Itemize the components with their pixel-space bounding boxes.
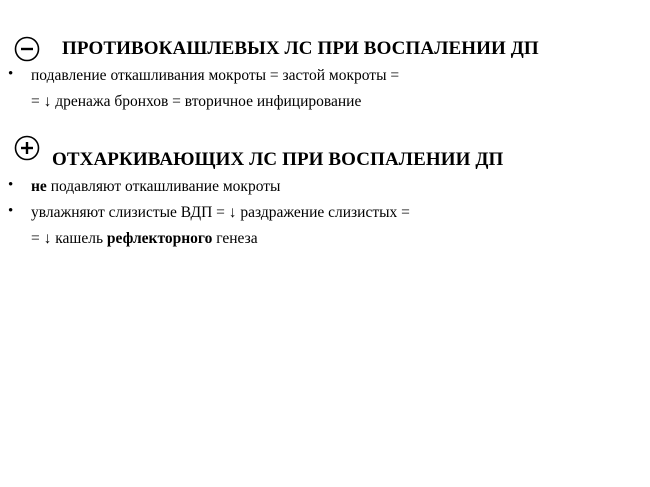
bullet: •	[8, 177, 14, 193]
bullet: •	[8, 66, 14, 82]
expectorant-item-1	[31, 177, 280, 197]
heading-row-antitussive	[14, 34, 539, 64]
continuation-prefix: = ↓ кашель	[31, 230, 107, 247]
bullet: •	[8, 203, 14, 219]
continuation-suffix: генеза	[212, 230, 258, 247]
emphasis-reflex: рефлекторного	[106, 230, 213, 247]
heading-row-expectorant	[14, 133, 504, 170]
emphasis-not: не	[31, 178, 47, 195]
expectorant-item-1-text: подавляют откашливание мокроты	[46, 178, 281, 195]
antitussive-line-1: подавление откашливания мокроты = застой мокроты =	[31, 67, 400, 84]
expectorant-item-2: увлажняют слизистые ВДП = ↓ раздражение слизистых =	[31, 204, 410, 221]
expectorant-item-2-continuation	[31, 229, 258, 249]
antitussive-line-2: = ↓ дренажа бронхов = вторичное инфицирование	[31, 93, 362, 110]
heading-antitussive: ПРОТИВОКАШЛЕВЫХ ЛС ПРИ ВОСПАЛЕНИИ ДП	[62, 38, 539, 59]
heading-expectorant: ОТХАРКИВАЮЩИХ ЛС ПРИ ВОСПАЛЕНИИ ДП	[52, 149, 504, 170]
plus-circle-icon	[14, 135, 40, 161]
minus-circle-icon	[14, 36, 40, 62]
